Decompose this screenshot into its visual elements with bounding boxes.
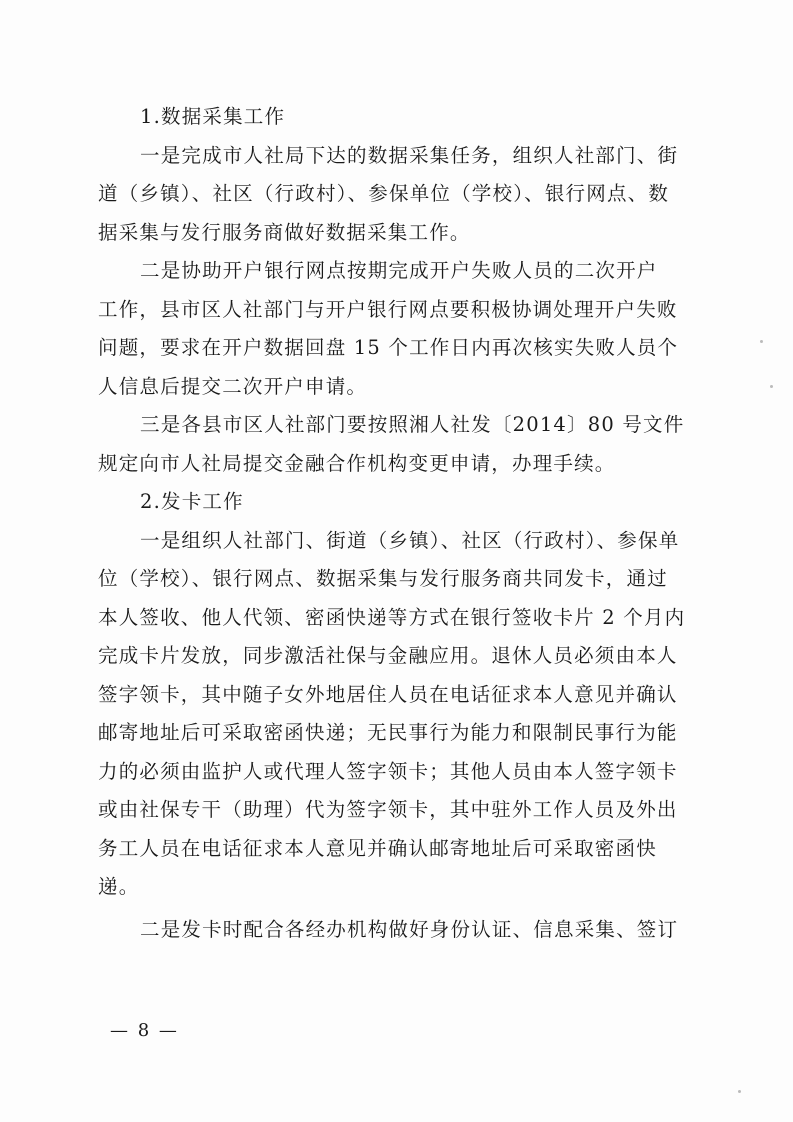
paragraph-line: 据采集与发行服务商做好数据采集工作。 (98, 220, 471, 244)
paragraph-line: 一是组织人社部门、街道（乡镇）、社区（行政村）、参保单 (140, 528, 680, 552)
paragraph-line: 务工人员在电话征求本人意见并确认邮寄地址后可采取密函快 (98, 836, 657, 860)
paragraph-line: 人信息后提交二次开户申请。 (98, 374, 368, 398)
paragraph-line: 递。 (98, 875, 140, 898)
paragraph-line: 完成卡片发放，同步激活社保与金融应用。退休人员必须由本人 (98, 644, 678, 667)
paragraph-line: 一是完成市人社局下达的数据采集任务，组织人社部门、街 (140, 143, 679, 167)
scan-speck (770, 385, 773, 388)
scan-speck (738, 1090, 741, 1093)
paragraph-line: 三是各县市区人社部门要按照湘人社发〔2014〕80 号文件 (140, 413, 685, 436)
paragraph-line: 力的必须由监护人或代理人签字领卡；其他人员由本人签字领卡 (98, 759, 678, 783)
page-number: — 8 — (110, 1020, 179, 1041)
section-heading-data-collection: 1.数据采集工作 (140, 105, 286, 128)
paragraph-line: 邮寄地址后可采取密函快递；无民事行为能力和限制民事行为能 (98, 721, 678, 744)
paragraph-line: 二是协助开户银行网点按期完成开户失败人员的二次开户 (140, 259, 658, 282)
paragraph-line: 问题，要求在开户数据回盘 15 个工作日内再次核实失败人员个 (98, 336, 679, 359)
paragraph-line: 二是发卡时配合各经办机构做好身份认证、信息采集、签订 (140, 917, 679, 941)
paragraph-line: 本人签收、他人代领、密函快递等方式在银行签收卡片 2 个月内 (98, 605, 686, 629)
paragraph-line: 位（学校）、银行网点、数据采集与发行服务商共同发卡，通过 (98, 567, 668, 590)
paragraph-line: 或由社保专干（助理）代为签字领卡，其中驻外工作人员及外出 (98, 798, 678, 821)
section-heading-card-issuance: 2.发卡工作 (140, 490, 244, 513)
paragraph-line: 签字领卡，其中随子女外地居住人员在电话征求本人意见并确认 (98, 682, 678, 706)
paragraph-line: 道（乡镇）、社区（行政村）、参保单位（学校）、银行网点、数 (98, 182, 670, 205)
scan-speck (760, 340, 763, 343)
paragraph-line: 工作，县市区人社部门与开户银行网点要积极协调处理开户失败 (98, 297, 678, 321)
document-body (98, 98, 698, 949)
paragraph-line: 规定向市人社局提交金融合作机构变更申请，办理手续。 (98, 451, 616, 475)
